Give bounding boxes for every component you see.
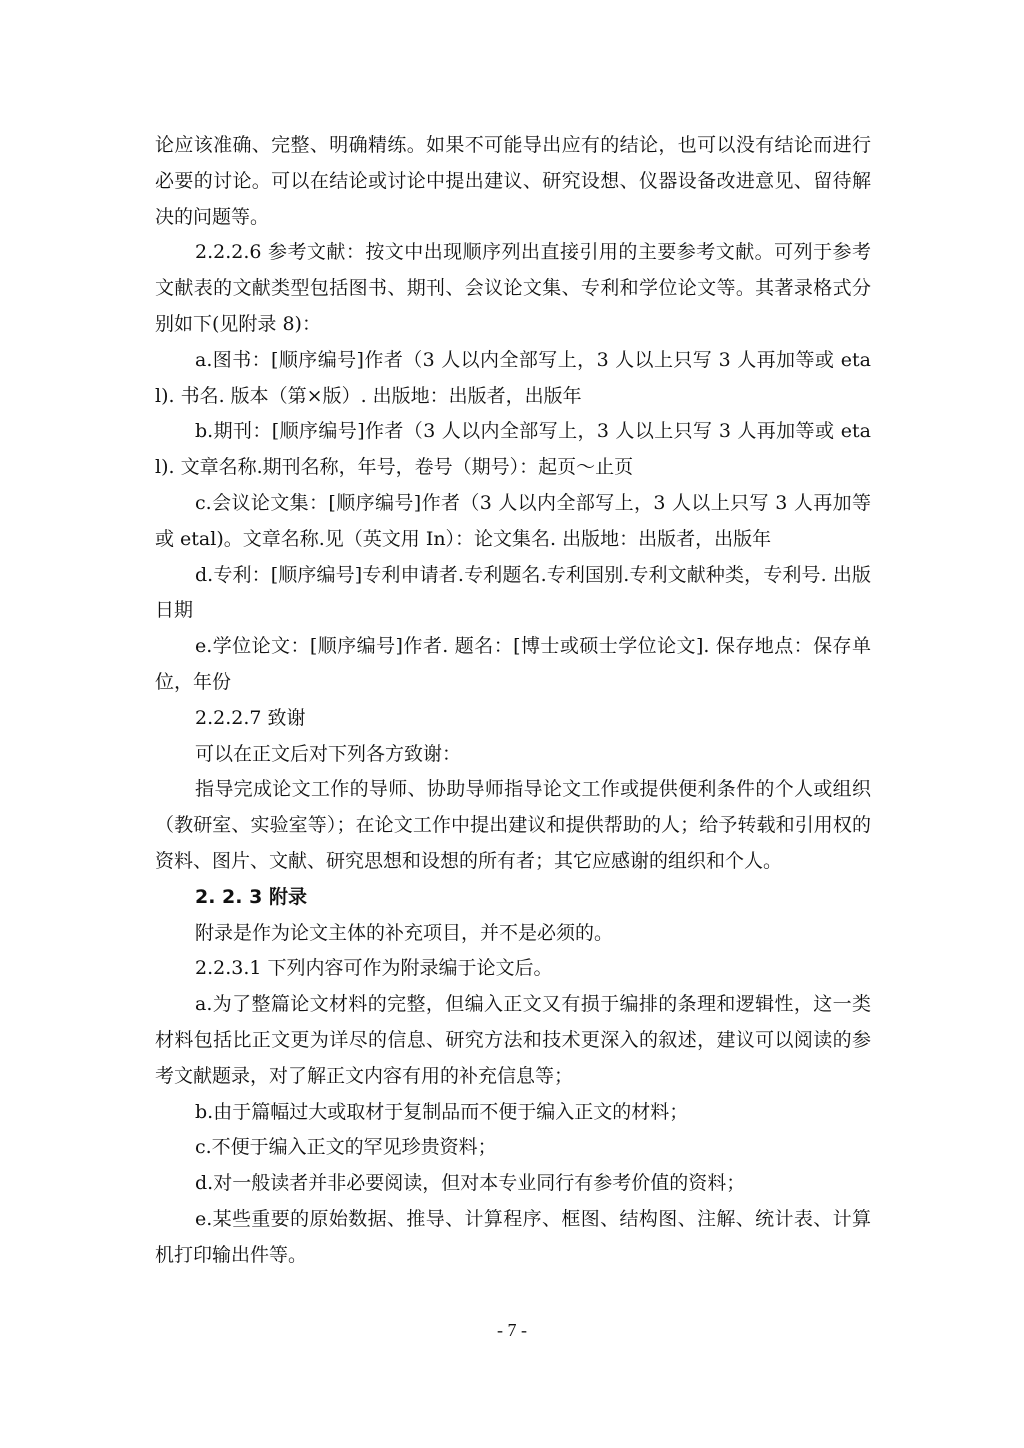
appendix-item-c: c.不便于编入正文的罕见珍贵资料；	[195, 1136, 497, 1159]
paragraph-acknowledgement-body: 指导完成论文工作的导师、协助导师指导论文工作或提供便利条件的个人或组织（教研室、实验室等）；在论文工作中提出建议和提供帮助的人；给予转载和引用权的资料、图片、文献、研究思想和设想的所有者；其它应感谢的组织和个人。	[155, 778, 871, 872]
section-heading-acknowledgement: 2.2.2.7 致谢	[195, 706, 306, 729]
reference-format-book: a.图书：[顺序编号]作者（3 人以内全部写上，3 人以上只写 3 人再加等或 etal). 书名. 版本（第×版）. 出版地：出版者，出版年	[155, 348, 871, 407]
paragraph-conclusion-continued: 论应该准确、完整、明确精练。如果不可能导出应有的结论，也可以没有结论而进行必要的讨论。可以在结论或讨论中提出建议、研究设想、仪器设备改进意见、留待解决的问题等。	[155, 134, 871, 228]
appendix-item-a: a.为了整篇论文材料的完整，但编入正文又有损于编排的条理和逻辑性，这一类材料包括比正文更为详尽的信息、研究方法和技术更深入的叙述，建议可以阅读的参考文献题录，对了解正文内容有用的补充信息等；	[155, 993, 871, 1087]
section-heading-appendix: 2. 2. 3 附录	[195, 885, 307, 908]
paragraph-references-intro: 2.2.2.6 参考文献：按文中出现顺序列出直接引用的主要参考文献。可列于参考文献表的文献类型包括图书、期刊、会议论文集、专利和学位论文等。其著录格式分别如下(见附录 8)：	[155, 241, 871, 335]
appendix-item-e: e.某些重要的原始数据、推导、计算程序、框图、结构图、注解、统计表、计算机打印输出件等。	[155, 1207, 871, 1266]
reference-format-patent: d.专利：[顺序编号]专利申请者.专利题名.专利国别.专利文献种类，专利号. 出版日期	[155, 563, 871, 622]
reference-format-journal: b.期刊：[顺序编号]作者（3 人以内全部写上，3 人以上只写 3 人再加等或 etal). 文章名称.期刊名称，年号，卷号（期号）：起页～止页	[155, 420, 871, 479]
page-body	[155, 128, 871, 1274]
appendix-item-b: b.由于篇幅过大或取材于复制品而不便于编入正文的材料；	[195, 1100, 689, 1123]
reference-format-conference: c.会议论文集：[顺序编号]作者（3 人以内全部写上，3 人以上只写 3 人再加等或 etal)。文章名称.见（英文用 In）：论文集名. 出版地：出版者，出版年	[155, 491, 871, 550]
paragraph-appendix-list-intro: 2.2.3.1 下列内容可作为附录编于论文后。	[195, 957, 553, 980]
reference-format-thesis: e.学位论文：[顺序编号]作者. 题名：[博士或硕士学位论文]. 保存地点：保存单位，年份	[155, 635, 871, 693]
paragraph-acknowledgement-intro: 可以在正文后对下列各方致谢：	[195, 742, 462, 765]
appendix-item-d: d.对一般读者并非必要阅读，但对本专业同行有参考价值的资料；	[195, 1172, 746, 1195]
paragraph-appendix-intro: 附录是作为论文主体的补充项目，并不是必须的。	[195, 921, 614, 944]
page-number: - 7 -	[497, 1320, 527, 1340]
